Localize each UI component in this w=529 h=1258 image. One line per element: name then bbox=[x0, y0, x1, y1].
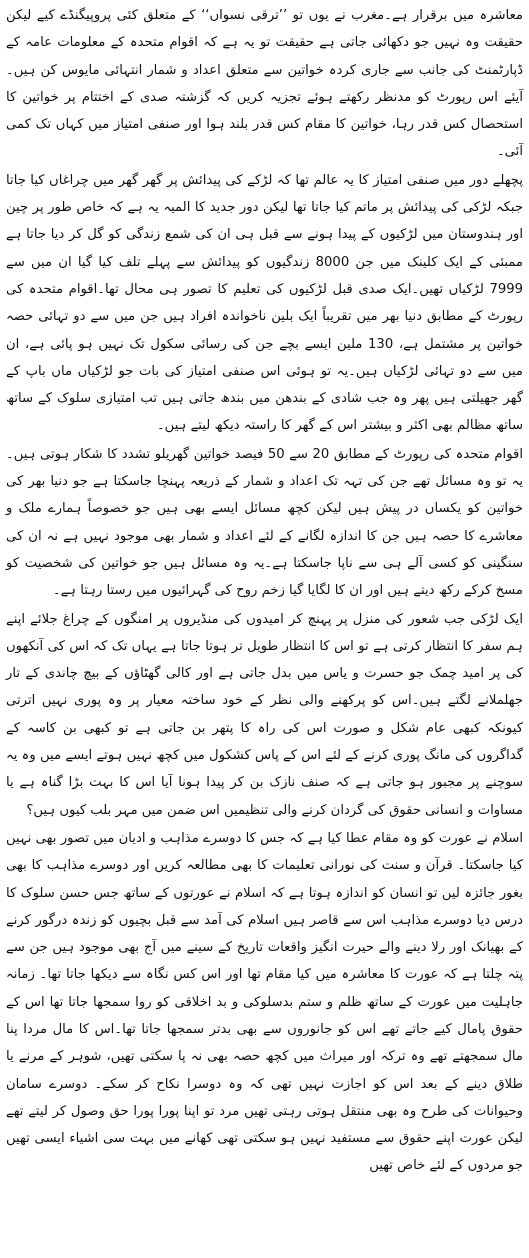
paragraph-domestic-violence: اقوام متحدہ کی رپورٹ کے مطابق 20 سے 50 فیصد خواتین گھریلو تشدد کا شکار ہوتی ہیں۔یہ تو وہ مسائل تھے جن کی تہہ تک اعداد و شمار کے ذریعہ پہنچا جاسکتا ہے جو دنیا بھر کی خواتین کو یکساں در پیش ہیں لیکن کچھ مسائل ایسے بھی ہیں جو خصوصاً ہمارے ملک و معاشرے کا حصہ ہیں جن کا اندازہ لگانے کے لئے اعداد و شمار بھی موجود نہیں ہے نہ ان کی سنگینی کو کسی آلے ہی سے ناپا جاسکتا ہے۔یہ وہ مسائل ہیں جو خواتین کی شخصیت کو مسخ کرکے رکھ دیتے ہیں اور ان کا لگایا گیا زخم روح کی گہرائیوں میں رستا رہتا ہے۔ bbox=[6, 446, 523, 599]
paragraph-islam-status: اسلام نے عورت کو وہ مقام عطا کیا ہے کہ جس کا دوسرے مذاہب و ادیان میں تصور بھی نہیں کیا جاسکتا۔ قرآن و سنت کی نورانی تعلیمات کا بھی مطالعہ کریں اور دوسرے مذاہب کا بھی بغور جائزہ لیں تو انسان کو اندازہ ہوتا ہے کہ اسلام نے عورتوں کے ساتھ جس حسن سلوک کا درس دیا دوسرے مذاہب اس سے قاصر ہیں اسلام کی آمد سے قبل بچیوں کو زندہ درگور کرنے کے بھیانک اور رلا دینے والے حیرت انگیز واقعات تاریخ کے سینے میں آج بھی موجود ہیں جن سے پتہ چلتا ہے کہ عورت کا معاشرہ میں کیا مقام تھا اور اس کس نگاہ سے دیکھا جاتا تھا۔ زمانہ جاہلیت میں عورت کے ساتھ ظلم و ستم بدسلوکی و بد اخلاقی کو روا سمجھا جاتا تھا اس کے حقوق پامال کیے جاتے تھے اس کو جانوروں سے بھی بدتر سمجھا جاتا تھا۔اس کا مال مردا پنا مال سمجھتے تھے وہ ترکہ اور میراث میں کچھ حصہ بھی نہ پا سکتی تھیں، شوہر کے مرنے یا طلاق دینے کے بعد اس کو اجازت نہیں تھی کہ وہ دوسرا نکاح کر سکے۔ دوسرے سامان وحیوانات کی طرح وہ بھی منتقل ہوتی رہتی تھیں مرد تو اپنا پورا پورا حق وصول کر لیتے تھے لیکن عورت اپنے حقوق سے مستفید نہیں ہو سکتی تھی کھانے میں بہت سی اشیاء ایسی تھیں جو مردوں کے لئے خاص تھیں bbox=[6, 830, 523, 1174]
paragraph-gender-discrimination: پچھلے دور میں صنفی امتیاز کا یہ عالم تھا کہ لڑکے کی پیدائش پر گھر گھر میں چراغاں کیا جاتا جبکہ لڑکی کی پیدائش پر ماتم کیا جاتا تھا لیکن دور جدید کا المیہ یہ ہے کہ خاص طور پر چین اور ہندوستان میں لڑکیوں کے پیدا ہونے سے قبل ہی ان کی شمع زندگی کو گل کر دیا جاتا ہے ممبئی کے ایک کلینک میں جن 8000 زندگیوں کو پیدائش سے پہلے تلف کیا گیا ان میں سے 7999 لڑکیاں تھیں۔ایک صدی قبل لڑکیوں کی تعلیم کا تصور ہی محال تھا۔اقوام متحدہ کی رپورٹ کے مطابق دنیا بھر میں تقریباً ایک بلین ناخواندہ افراد ہیں جن میں سے دو تہائی حصہ خواتین پر مشتمل ہے، 130 ملین ایسے بچے جن کی رسائی سکول تک نہیں ہو پائی ہے، ان میں سے دو تہائی لڑکیاں ہیں۔یہ تو ہوئی اس صنفی امتیاز کی بات جو لڑکیاں ماں باپ کے گھر جھیلتی ہیں پھر وہ جب شادی کے بندھن میں بندھ جاتی ہیں تب امتیازی سلوک کے ساتھ ساتھ مظالم بھی اکثر و بیشتر اس کے گھر کا راستہ دیکھ لیتے ہیں۔ bbox=[6, 172, 523, 434]
paragraph-waiting-girl: ایک لڑکی جب شعور کی منزل پر پہنچ کر امیدوں کی منڈیروں پر امنگوں کے چراغ جلائے اپنے ہم سفر کا انتظار کرتی ہے تو اس کا انتظار طویل تر ہوتا جاتا ہے یہاں تک کہ اس کی آنکھوں کی پر امید چمک جو حسرت و یاس میں بدل جاتی ہے اور کالی گھٹاؤں کے بیچ چاندی کے تار جھلملانے لگتے ہیں۔اس کو پرکھنے والی نظر کے خود ساختہ معیار پر وہ پوری نہیں اترتی کیونکہ کبھی عام شکل و صورت اس کی راہ کا پتھر بن جاتی ہے تو کبھی بن کاسہ کے گداگروں کی مانگ پوری کرنے کے لئے اس کے پاس کشکول میں کچھ نہیں ہوتے ایسے میں وہ یہ سوچنے پر مجبور ہو جاتی ہے کہ صنف نازک بن کر پیدا ہونا آیا اس کا بہت بڑا گناہ ہے یا مساوات و انسانی حقوق کی گردان کرنے والی تنظیمیں اس ضمن میں مہر بلب کیوں ہیں؟ bbox=[6, 611, 523, 818]
paragraph-intro: معاشرہ میں برقرار ہے۔مغرب نے یوں تو ’’ترقی نسواں‘‘ کے متعلق کئی پروپیگنڈے کیے لیکن حقیقت وہ نہیں جو دکھائی جاتی ہے حقیقت تو یہ ہے کہ اقوام متحدہ کے معلومات عامہ کے ڈپارٹمنٹ کی جانب سے جاری کردہ خواتین سے متعلق اعداد و شمار انتہائی مایوس کن ہیں۔آیئے اس رپورٹ کو مدنظر رکھتے ہوئے تجزیہ کریں کہ گزشتہ صدی کے اختتام پر خواتین کا استحصال کس قدر رہا، خواتین کا مقام کس قدر بلند ہوا اور صنفی امتیاز میں کہاں تک کمی آئی۔ bbox=[6, 8, 523, 160]
